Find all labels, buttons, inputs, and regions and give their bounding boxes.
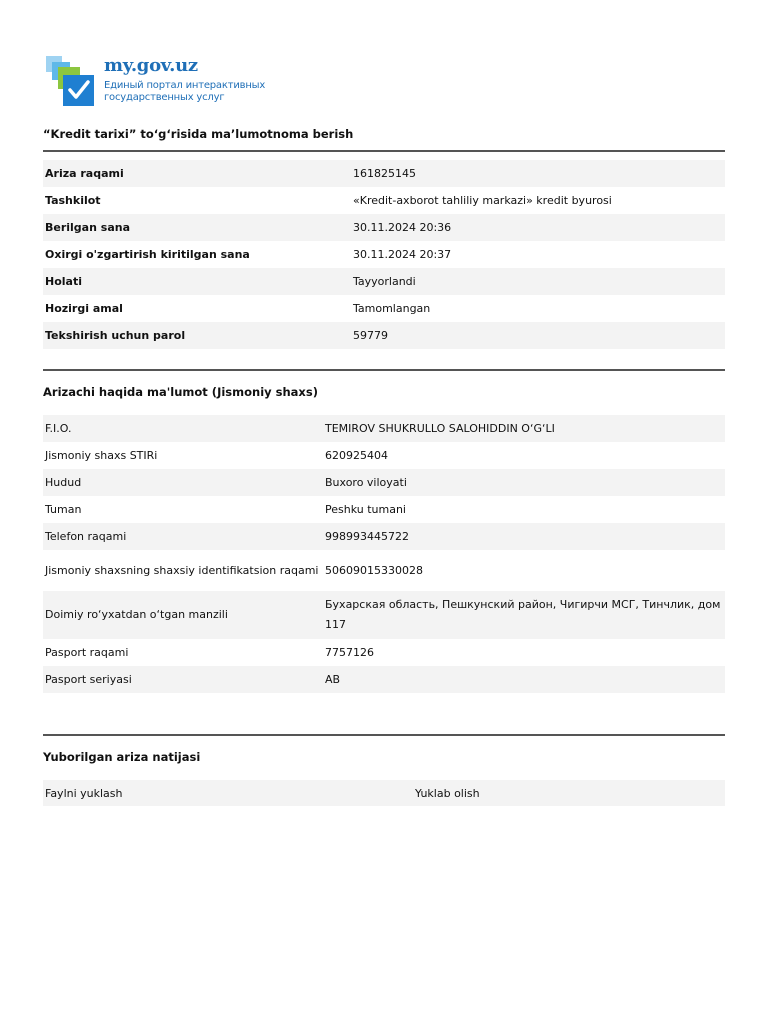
row-label: Holati [43,268,351,295]
row-value: Peshku tumani [325,503,406,516]
row-label: Jismoniy shaxs STIRi [45,449,158,462]
divider [43,150,725,152]
table-row [43,591,725,639]
applicant-section-title: Arizachi haqida ma'lumot (Jismoniy shaxs) [43,385,318,399]
row-label: Oxirgi o'zgartirish kiritilgan sana [45,248,250,261]
row-value: 998993445722 [323,523,725,550]
application-table [43,160,725,349]
row-value: TEMIROV SHUKRULLO SALOHIDDIN O‘G‘LI [323,415,725,442]
divider [43,734,725,736]
row-label: Ariza raqami [43,160,351,187]
row-value: 30.11.2024 20:37 [353,248,452,261]
table-row [43,639,725,666]
row-value: Tamomlangan [353,302,431,315]
row-value: 50609015330028 [325,563,423,577]
portal-logo [46,54,306,108]
table-row [43,523,725,550]
download-link[interactable]: Yuklab olish [413,780,725,806]
table-row [43,415,725,442]
table-row [43,550,725,591]
checkmark-squares-icon [46,54,98,108]
logo-subtitle-line-2: государственных услуг [104,92,225,103]
applicant-table [43,415,725,693]
table-row [43,496,725,523]
row-label: F.I.O. [43,415,323,442]
row-label: Doimiy ro‘yxatdan o‘tgan manzili [43,591,323,639]
table-row [43,322,725,349]
logo-title: my.gov.uz [104,55,198,76]
row-value: 59779 [351,322,725,349]
logo-subtitle [104,80,304,104]
row-value: 7757126 [325,646,374,659]
row-label: Berilgan sana [43,214,351,241]
table-row [43,295,725,322]
table-row [43,214,725,241]
table-row [43,469,725,496]
table-row [43,160,725,187]
row-value: Buxoro viloyati [323,469,725,496]
row-label: Pasport raqami [45,646,129,659]
logo-subtitle-line-1: Единый портал интерактивных [104,80,266,91]
row-label: Hozirgi amal [45,302,123,315]
table-row [43,442,725,469]
row-label: Jismoniy shaxsning shaxsiy identifikatsion raqami [45,563,319,577]
row-label: Tuman [45,503,82,516]
document-title: “Kredit tarixi” to‘g‘risida ma’lumotnoma berish [43,127,354,141]
divider [43,369,725,371]
row-label: Pasport seriyasi [43,666,323,693]
table-row [43,187,725,214]
table-row [43,241,725,268]
result-section-title: Yuborilgan ariza natijasi [43,750,201,764]
row-value: Tayyorlandi [351,268,725,295]
row-value: «Kredit-axborot tahliliy markazi» kredit byurosi [353,194,612,207]
row-label: Tekshirish uchun parol [43,322,351,349]
row-value: 30.11.2024 20:36 [351,214,725,241]
table-row [43,666,725,693]
table-row [43,268,725,295]
row-value: AB [323,666,725,693]
row-label: Hudud [43,469,323,496]
table-row [43,780,725,806]
row-label: Tashkilot [45,194,101,207]
row-value: Бухарская область, Пешкунский район, Чигирчи МСГ, Тинчлик, дом 117 [323,591,725,639]
row-label: Telefon raqami [43,523,323,550]
row-value: 620925404 [325,449,388,462]
row-value: 161825145 [351,160,725,187]
result-table [43,780,725,806]
file-label: Faylni yuklash [43,780,413,806]
